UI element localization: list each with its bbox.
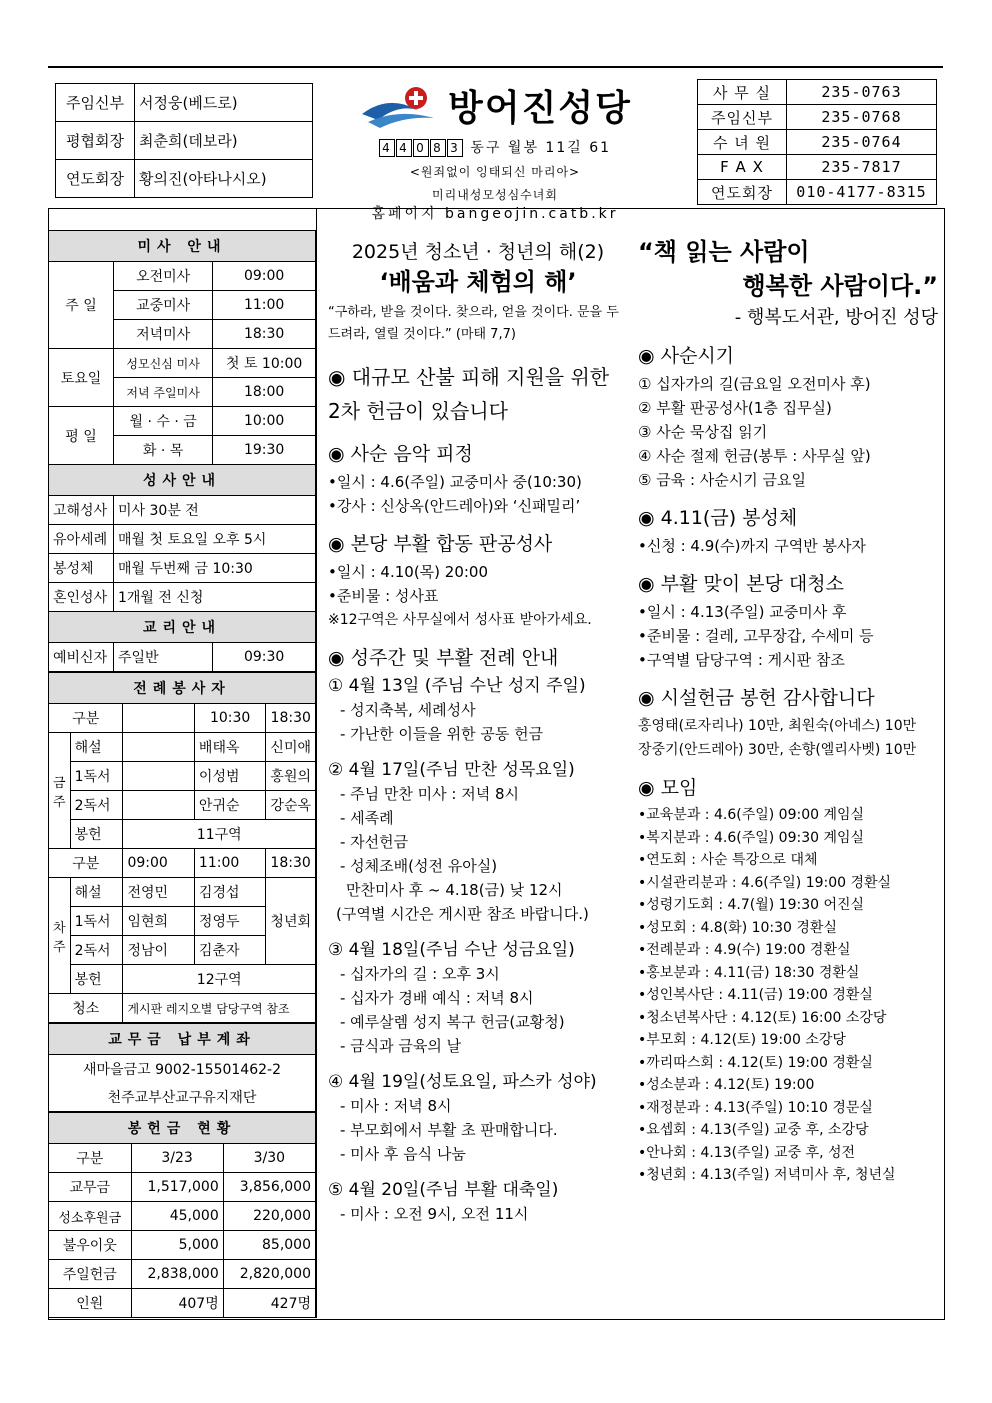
- amount: 2,838,000: [131, 1260, 223, 1289]
- notice-heading: ◉ 시설헌금 봉헌 감사합니다: [638, 687, 875, 709]
- notice-line: 만찬미사 후 ~ 4.18(금) 낮 12시: [346, 881, 563, 899]
- quote-line: 행복한 사람이다.”: [742, 272, 938, 300]
- notice-line: - 성체조배(성전 유아실): [340, 857, 498, 875]
- meeting-item: •성인복사단 : 4.11(금) 19:00 경환실: [638, 987, 873, 1003]
- postal-digit: 4: [379, 139, 395, 157]
- role: 해설: [70, 733, 123, 762]
- bible-verse: “구하라, 받을 것이다. 찾으라, 얻을 것이다. 문을 두드려라, 열릴 것이다.” (마태 7,7): [328, 305, 619, 342]
- meeting-list: [638, 804, 938, 1187]
- label: 혼인성사: [49, 583, 114, 612]
- server: 임현희: [123, 907, 194, 936]
- amount: 427명: [223, 1289, 315, 1318]
- mass-time: 11:00: [213, 291, 316, 320]
- meeting-item: •까리따스회 : 4.12(토) 19:00 경환실: [638, 1054, 873, 1071]
- religious-order: 미리내성모성심수녀회: [432, 188, 558, 202]
- role: 1독서: [70, 907, 123, 936]
- label: 봉성체: [49, 554, 114, 583]
- notice-line: - 자선헌금: [340, 833, 409, 851]
- mass-name: 오전미사: [114, 262, 213, 291]
- offering-table: [48, 1112, 316, 1318]
- label: 사 무 실: [698, 80, 787, 105]
- liturgy-table: [48, 672, 316, 1023]
- donor-line: 홍영태(로자리나) 10만, 최원숙(아네스) 10만: [638, 718, 917, 734]
- notice-line: ④ 사순 절제 헌금(봉투 : 사무실 앞): [638, 447, 871, 465]
- notice-line: - 십자가 경배 예식 : 저녁 8시: [340, 989, 534, 1007]
- year-theme: 2025년 청소년 · 청년의 해(2): [351, 241, 605, 263]
- amount: 2,820,000: [223, 1260, 315, 1289]
- day-heading: ⑤ 4월 20일(주님 부활 대축일): [328, 1180, 559, 1200]
- account-title: 교무금 납부계좌: [49, 1024, 316, 1055]
- col-head: 3/30: [223, 1144, 315, 1173]
- header-left-table: [55, 83, 313, 198]
- notice-line: •강사 : 신상옥(안드레아)와 ‘신패밀리’: [328, 497, 581, 515]
- label: 주임신부: [698, 105, 787, 130]
- meeting-item: •복지분과 : 4.6(주일) 09:30 계임실: [638, 829, 865, 846]
- col-head: 11:00: [194, 849, 266, 878]
- amount: 85,000: [223, 1231, 315, 1260]
- col-head: 18:30: [266, 849, 316, 878]
- role: 해설: [70, 878, 123, 907]
- role: 봉헌: [70, 965, 123, 994]
- notice-line: ② 부활 판공성사(1층 집무실): [638, 399, 832, 417]
- motto: <원죄없이 잉태되신 마리아>: [409, 165, 581, 179]
- meeting-item: •성소분과 : 4.12(토) 19:00: [638, 1077, 815, 1093]
- value: 최춘희(데보라): [135, 122, 313, 160]
- notice-line: - 미사 : 저녁 8시: [340, 1097, 452, 1115]
- quote-source: - 행복도서관, 방어진 성당: [734, 307, 938, 328]
- server: 배태옥: [194, 733, 266, 762]
- mass-time: 18:00: [213, 378, 316, 407]
- notice-line: - 금식과 금육의 날: [340, 1037, 462, 1055]
- notice-heading: ◉ 부활 맞이 본당 대청소: [638, 573, 844, 595]
- meeting-item: •부모회 : 4.12(토) 19:00 소강당: [638, 1032, 846, 1048]
- amount: 5,000: [131, 1231, 223, 1260]
- mass-time: 18:30: [213, 320, 316, 349]
- notice-heading: ◉ 본당 부활 합동 판공성사: [328, 533, 553, 555]
- label: F A X: [698, 155, 787, 180]
- notice-heading: ◉ 사순 음악 피정: [328, 443, 473, 465]
- phone: 235-0763: [787, 80, 937, 105]
- mass-name: 성모신심 미사: [114, 349, 213, 378]
- notice-line: - 가난한 이들을 위한 공동 헌금: [340, 725, 544, 743]
- notice-line: •신청 : 4.9(수)까지 구역반 봉사자: [638, 537, 866, 555]
- meeting-item: •연도회 : 사순 특강으로 대체: [638, 852, 818, 868]
- col-head: 구분: [49, 849, 123, 878]
- notice-line: - 예루살렘 성지 복구 헌금(교황청): [340, 1013, 565, 1031]
- role: 1독서: [70, 762, 123, 791]
- meeting-item: •청년회 : 4.13(주일) 저녁미사 후, 청년실: [638, 1167, 896, 1183]
- liturgy-title: 전례봉사자: [49, 673, 316, 704]
- role: 2독서: [70, 791, 123, 820]
- notice-line: ③ 사순 묵상집 읽기: [638, 423, 768, 441]
- value: 1개월 전 신청: [114, 583, 316, 612]
- day-heading: ④ 4월 19일(성토요일, 파스카 성야): [328, 1072, 597, 1092]
- day-heading: ② 4월 17일(주님 만찬 성목요일): [328, 760, 575, 780]
- notice-line: •일시 : 4.10(목) 20:00: [328, 563, 489, 581]
- mass-time: 첫 토 10:00: [213, 349, 316, 378]
- notice-heading: ◉ 대규모 산불 피해 지원을 위한 2차 헌금이 있습니다: [328, 365, 610, 423]
- day-heading: ① 4월 13일 (주님 수난 성지 주일): [328, 676, 586, 696]
- label: 인원: [49, 1289, 132, 1318]
- meeting-item: •재정분과 : 4.13(주일) 10:10 경문실: [638, 1099, 873, 1116]
- label: 수 녀 원: [698, 130, 787, 155]
- account-number: 새마을금고 9002-15501462-2: [49, 1055, 316, 1084]
- notice-line: •준비물 : 성사표: [328, 587, 439, 605]
- homepage-label: 홈페이지: [371, 206, 438, 222]
- label: 연도회장: [698, 180, 787, 205]
- amount: 220,000: [223, 1202, 315, 1231]
- mass-name: 월 · 수 · 금: [114, 407, 213, 436]
- notice-line: - 미사 : 오전 9시, 오전 11시: [340, 1205, 529, 1223]
- week-label: 금주: [49, 733, 71, 849]
- mass-name: 저녁미사: [114, 320, 213, 349]
- left-column: [48, 230, 316, 1318]
- value: 미사 30분 전: [114, 496, 316, 525]
- doctrine-title: 교리안내: [49, 612, 316, 643]
- amount: 45,000: [131, 1202, 223, 1231]
- role: 청소: [49, 994, 123, 1023]
- notice-line: - 십자가의 길 : 오후 3시: [340, 965, 500, 983]
- label: 예비신자: [49, 643, 114, 672]
- label: 불우이웃: [49, 1231, 132, 1260]
- amount: 407명: [131, 1289, 223, 1318]
- role: 2독서: [70, 936, 123, 965]
- server: 11구역: [123, 820, 316, 849]
- value: 주일반: [114, 643, 213, 672]
- role: 봉헌: [70, 820, 123, 849]
- notice-line: •일시 : 4.6(주일) 교중미사 중(10:30): [328, 473, 582, 491]
- mass-name: 저녁 주일미사: [114, 378, 213, 407]
- church-title: 방어진성당: [448, 88, 632, 129]
- server: 신미애: [266, 733, 316, 762]
- notice-line: ※12구역은 사무실에서 성사표 받아가세요.: [328, 612, 592, 628]
- server: 김경섭: [194, 878, 266, 907]
- server: 안귀순: [194, 791, 266, 820]
- label: 고해성사: [49, 496, 114, 525]
- notice-heading: ◉ 모임: [638, 777, 698, 799]
- label: 연도회장: [56, 160, 135, 198]
- label: 성소후원금: [49, 1202, 132, 1231]
- value: 황의진(아타나시오): [135, 160, 313, 198]
- server: 정남이: [123, 936, 194, 965]
- amount: 1,517,000: [131, 1173, 223, 1202]
- phone: 010-4177-8315: [787, 180, 937, 205]
- col-head: 09:00: [123, 849, 194, 878]
- column-divider: [316, 208, 317, 1318]
- mass-name: 화 · 목: [114, 436, 213, 465]
- server: 이성범: [194, 762, 266, 791]
- notice-heading: ◉ 4.11(금) 봉성체: [638, 507, 798, 529]
- day-label: 평 일: [49, 407, 114, 465]
- value: 매월 첫 토요일 오후 5시: [114, 525, 316, 554]
- phone: 235-0764: [787, 130, 937, 155]
- middle-column: [328, 240, 628, 1226]
- meeting-item: •시설관리분과 : 4.6(주일) 19:00 경환실: [638, 874, 892, 891]
- day-label: 주 일: [49, 262, 114, 349]
- mass-time: 10:00: [213, 407, 316, 436]
- phone: 235-7817: [787, 155, 937, 180]
- top-rule: [48, 66, 943, 68]
- account-table: [48, 1023, 316, 1112]
- value: 서정웅(베드로): [135, 84, 313, 122]
- homepage-link[interactable]: bangeojin.catb.kr: [445, 206, 619, 222]
- col-head: 10:30: [194, 704, 266, 733]
- notice-line: - 세족례: [340, 809, 394, 827]
- meeting-item: •전례분과 : 4.9(수) 19:00 경환실: [638, 942, 851, 958]
- offering-title: 봉헌금 현황: [49, 1113, 316, 1144]
- quote-line: “책 읽는 사람이: [638, 238, 810, 266]
- mass-time: 19:30: [213, 436, 316, 465]
- notice-line: •일시 : 4.13(주일) 교중미사 후: [638, 603, 847, 621]
- mass-table: [48, 230, 316, 672]
- postal-digit: 0: [413, 139, 429, 157]
- notice-line: - 부모회에서 부활 초 판매합니다.: [340, 1121, 558, 1139]
- label: 주임신부: [56, 84, 135, 122]
- donor-line: 장중기(안드레아) 30만, 손향(엘리사벳) 10만: [638, 742, 917, 758]
- mass-time: 09:00: [213, 262, 316, 291]
- value: 게시판 레지오별 담당구역 참조: [123, 994, 316, 1023]
- label: 평협회장: [56, 122, 135, 160]
- meeting-item: •성모회 : 4.8(화) 10:30 경환실: [638, 919, 837, 936]
- mass-name: 교중미사: [114, 291, 213, 320]
- phone: 235-0768: [787, 105, 937, 130]
- notice-line: •준비물 : 걸레, 고무장갑, 수세미 등: [638, 627, 874, 645]
- day-heading: ③ 4월 18일(주님 수난 성금요일): [328, 940, 575, 960]
- notice-heading: ◉ 성주간 및 부활 전례 안내: [328, 647, 559, 669]
- day-label: 토요일: [49, 349, 114, 407]
- right-column: [638, 240, 938, 1187]
- street-address: 동구 월봉 11길 61: [470, 140, 612, 156]
- church-logo-icon: [358, 84, 438, 128]
- meeting-item: •청소년복사단 : 4.12(토) 16:00 소강당: [638, 1009, 887, 1026]
- label: 주일헌금: [49, 1260, 132, 1289]
- youth-group: 청년회: [266, 878, 316, 965]
- postal-digit: 8: [430, 139, 446, 157]
- header-contact-table: [697, 79, 937, 205]
- meeting-item: •성령기도회 : 4.7(월) 19:30 어진실: [638, 897, 865, 913]
- meeting-item: •요셉회 : 4.13(주일) 교중 후, 소강당: [638, 1122, 869, 1138]
- notice-heading: ◉ 사순시기: [638, 345, 735, 367]
- label: 유아세례: [49, 525, 114, 554]
- notice-line: •구역별 담당구역 : 게시판 참조: [638, 651, 845, 669]
- notice-line: - 주님 만찬 미사 : 저녁 8시: [340, 785, 520, 803]
- year-subtitle: ‘배움과 체험의 해’: [379, 268, 577, 296]
- address: [330, 137, 660, 157]
- notice-line: (구역별 시간은 게시판 참조 바랍니다.): [336, 905, 589, 923]
- server: 전영민: [123, 878, 194, 907]
- church-header: [330, 80, 660, 223]
- amount: 3,856,000: [223, 1173, 315, 1202]
- meeting-item: •홍보분과 : 4.11(금) 18:30 경환실: [638, 964, 860, 981]
- label: 교무금: [49, 1173, 132, 1202]
- value: 매월 두번째 금 10:30: [114, 554, 316, 583]
- col-head: 18:30: [266, 704, 316, 733]
- col-head: 구분: [49, 1144, 132, 1173]
- col-head: 3/23: [131, 1144, 223, 1173]
- postal-digit: 3: [447, 139, 463, 157]
- mass-title: 미사 안내: [49, 231, 316, 262]
- sacrament-title: 성사안내: [49, 465, 316, 496]
- notice-line: - 성지축복, 세례성사: [340, 701, 476, 719]
- notice-line: ① 십자가의 길(금요일 오전미사 후): [638, 375, 871, 393]
- col-head: 구분: [49, 704, 123, 733]
- meeting-item: •교육분과 : 4.6(주일) 09:00 계임실: [638, 807, 865, 823]
- server: 홍원의: [266, 762, 316, 791]
- server: 김춘자: [194, 936, 266, 965]
- meeting-item: •안나회 : 4.13(주일) 교중 후, 성전: [638, 1144, 856, 1161]
- time: 09:30: [213, 643, 316, 672]
- server: 강순옥: [266, 791, 316, 820]
- account-holder: 천주교부산교구유지재단: [49, 1083, 316, 1112]
- week-label: 차주: [49, 878, 71, 994]
- server: 정영두: [194, 907, 266, 936]
- postal-digit: 4: [396, 139, 412, 157]
- server: 12구역: [123, 965, 316, 994]
- notice-line: ⑤ 금육 : 사순시기 금요일: [638, 471, 806, 489]
- notice-line: - 미사 후 음식 나눔: [340, 1145, 466, 1163]
